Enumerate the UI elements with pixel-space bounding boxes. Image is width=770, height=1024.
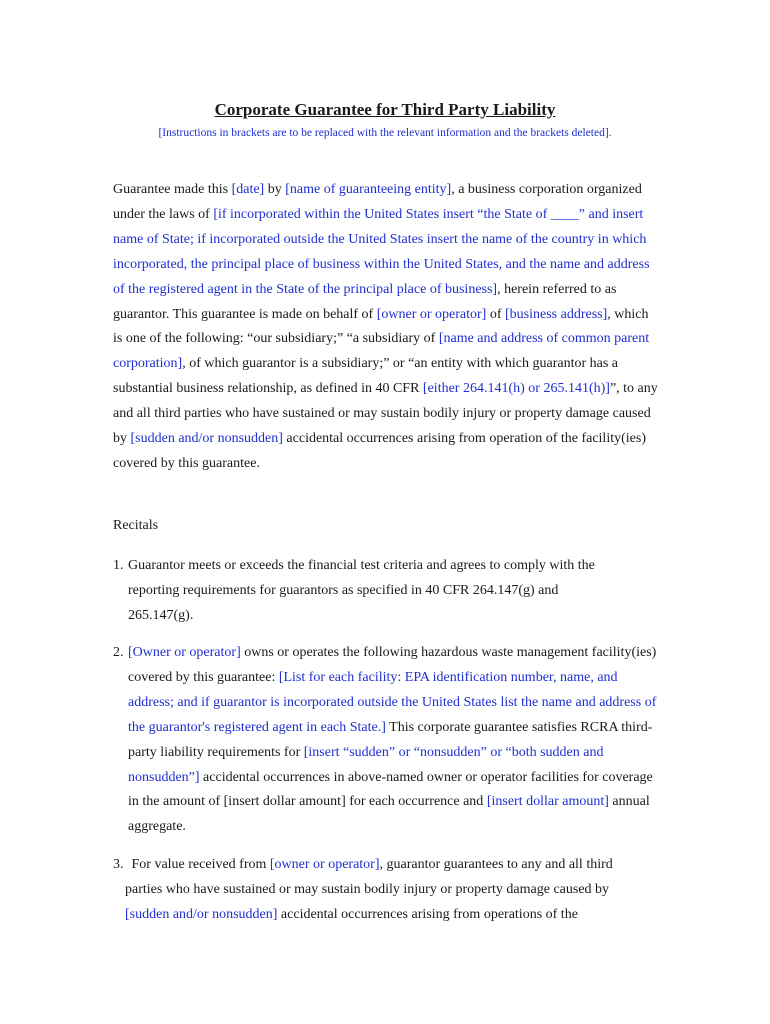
recitals-heading: Recitals [113,518,159,533]
intro-text: Guarantee made this [113,182,232,197]
intro-text: of [486,306,506,322]
placeholder-date: [date] [231,182,265,197]
item-number: 2. [113,645,124,660]
intro-text: , of which guarantor is a subsidiary;” or “an entity with which guarantor has a substantial business relationship, as defined in 40 CFR [113,356,619,397]
placeholder-dollar-amount: [insert dollar amount] [486,794,609,810]
placeholder-sudden-nonsudden: [sudden and/or nonsudden] [125,906,278,922]
instructions-note: [Instructions in brackets are to be replaced with the relevant information and the brackets deleted]. [158,127,612,139]
item-text: This corporate guarantee satisfies RCRA third-party liability requirements for [128,719,653,760]
item-text: reporting requirements for guarantors as specified in 40 CFR 264.147(g) and [128,582,559,598]
item-text: accidental occurrences arising from operations of the [277,906,578,922]
intro-text: , which is one of the following: “our subsidiary;” “a subsidiary of [113,306,649,347]
document-title: Corporate Guarantee for Third Party Liability [214,100,556,119]
placeholder-guaranteeing-entity: [name of guaranteeing entity] [285,182,452,197]
recital-item-3 [113,853,661,928]
intro-text: ”, to any and all third parties who have sustained or may sustain bodily injury or property damage caused by [113,381,658,447]
item-text: Guarantor meets or exceeds the financial test criteria and agrees to comply with the [128,558,595,573]
intro-text: , a business corporation organized under the laws of [113,182,642,222]
placeholder-owner-operator: [owner or operator] [376,306,487,322]
item-text: 265.147(g). [128,607,194,623]
item-text: For value received from [128,857,270,872]
placeholder-incorporation-state: [if incorporated within the United States insert “the State of ____” and insert name of State; if incorporated outside the United States insert the name of the country in which incorporated, the principal place of business within the United States, and the name and address of the registered agent in the State of the principal place of business] [113,206,650,297]
item-number: 3. [113,857,124,872]
intro-text: , herein referred to as guarantor. This guarantee is made on behalf of [113,281,617,322]
intro-paragraph [113,178,661,477]
intro-text: accidental occurrences arising from operation of the facility(ies) covered by this guarantee. [113,431,646,471]
placeholder-sudden-nonsudden: [sudden and/or nonsudden] [130,431,283,447]
item-text: , guarantor guarantees to any and all third [379,857,613,872]
placeholder-cfr-section: [either 264.141(h) or 265.141(h)] [422,381,610,397]
placeholder-owner-operator: [owner or operator] [269,857,380,872]
item-text: owns or operates the following hazardous waste management facility(ies) covered by this guarantee: [128,645,657,685]
recital-item-1 [113,554,661,629]
item-number: 1. [113,558,124,573]
placeholder-facility-list: [List for each facility: EPA identification number, name, and address; and if guarantor is incorporated outside the United States list the name and address of the guarantor's registered agent in each State.] [128,669,657,735]
placeholder-occurrence-type: [insert “sudden” or “nonsudden” or “both sudden and nonsudden”] [128,744,604,785]
recital-item-2 [113,641,661,840]
placeholder-owner-operator: [Owner or operator] [128,645,241,660]
item-text: parties who have sustained or may sustain bodily injury or property damage caused by [125,881,610,897]
intro-text: by [264,182,286,197]
placeholder-business-address: [business address] [505,306,608,322]
placeholder-parent-corporation: [name and address of common parent corporation] [113,331,650,372]
item-text: annual aggregate. [128,794,650,835]
item-text: accidental occurrences in above-named owner or operator facilities for coverage in the amount of [insert dollar amount] for each occurrence and [128,769,653,810]
